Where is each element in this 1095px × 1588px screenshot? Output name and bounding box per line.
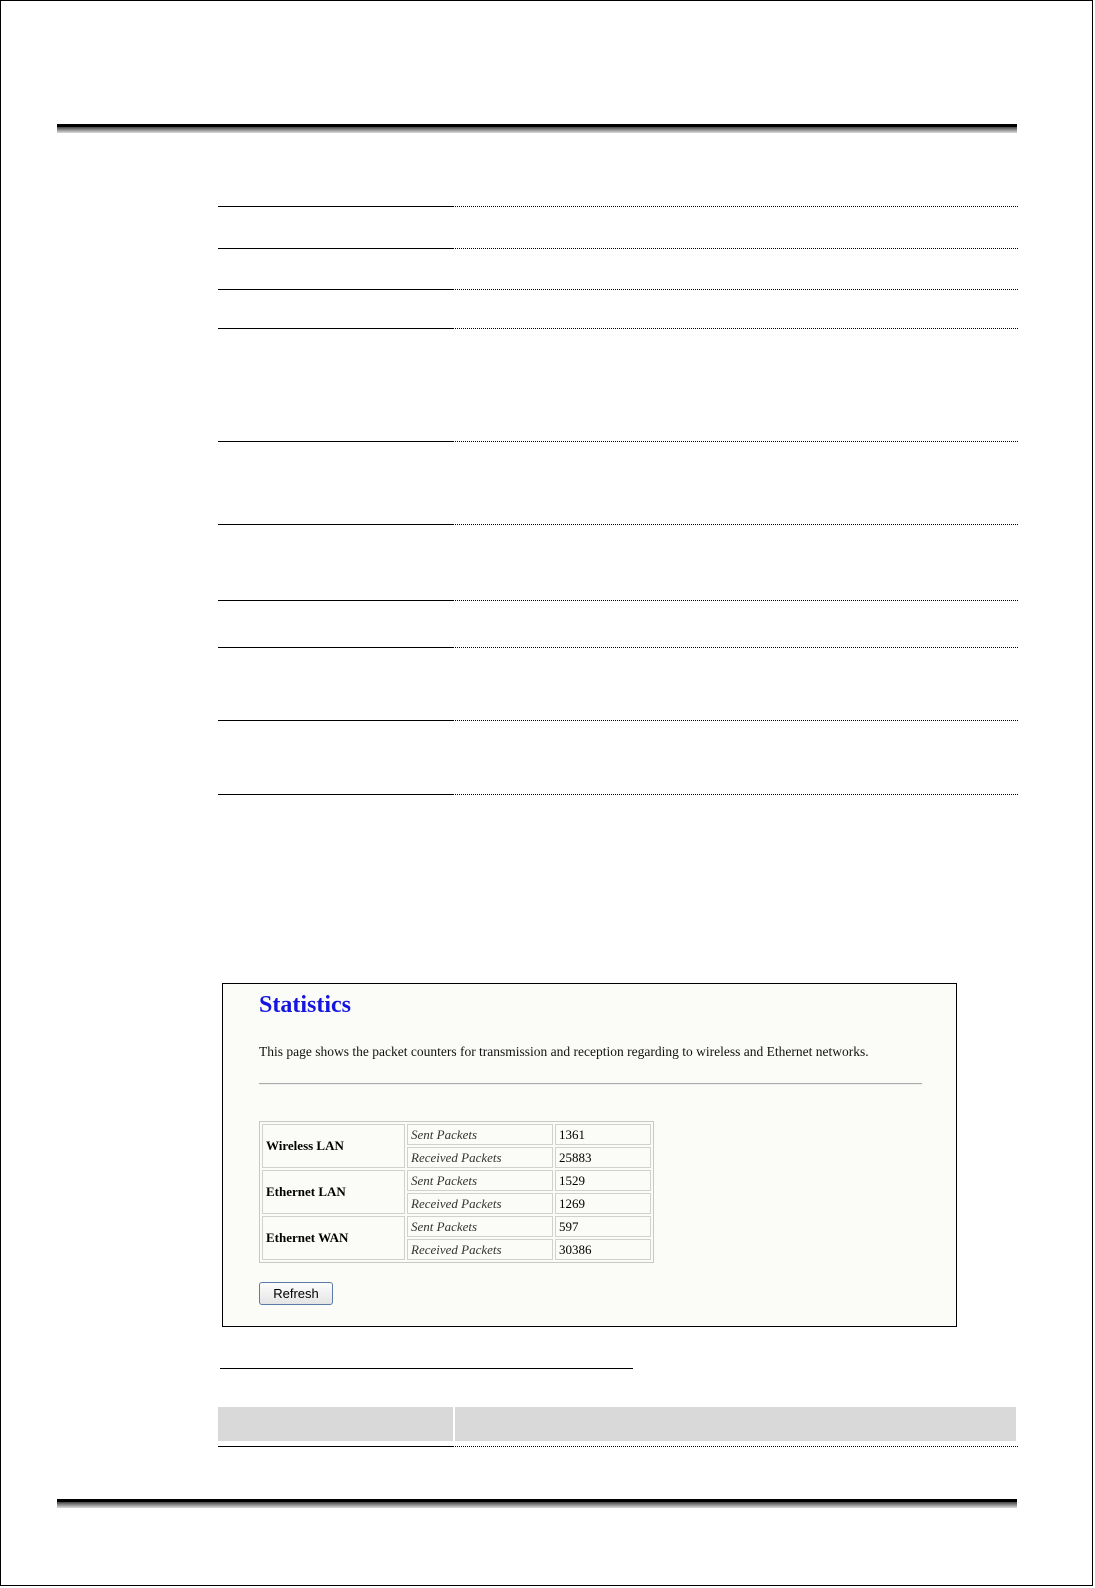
counter-label: Received Packets <box>407 1239 553 1260</box>
group-label: Ethernet LAN <box>262 1170 405 1214</box>
counter-value: 597 <box>555 1216 651 1237</box>
counter-label: Received Packets <box>407 1147 553 1168</box>
group-label: Wireless LAN <box>262 1124 405 1168</box>
statistics-screenshot <box>222 983 957 1327</box>
counter-label: Sent Packets <box>407 1170 553 1191</box>
footer-rule <box>57 1499 1017 1508</box>
table-row <box>262 1124 651 1145</box>
counter-label: Received Packets <box>407 1193 553 1214</box>
counter-value: 1529 <box>555 1170 651 1191</box>
table-row <box>262 1216 651 1237</box>
statistics-table <box>259 1121 654 1263</box>
page-description: This page shows the packet counters for transmission and reception regarding to wireless and Ethernet networks. <box>259 1044 869 1059</box>
separator <box>259 1083 922 1085</box>
table-row <box>262 1170 651 1191</box>
group-label: Ethernet WAN <box>262 1216 405 1260</box>
caption-underline <box>220 1368 633 1369</box>
counter-value: 1361 <box>555 1124 651 1145</box>
refresh-button[interactable]: Refresh <box>259 1282 333 1305</box>
page-title: Statistics <box>259 992 351 1018</box>
counter-label: Sent Packets <box>407 1124 553 1145</box>
counter-value: 1269 <box>555 1193 651 1214</box>
counter-value: 25883 <box>555 1147 651 1168</box>
header-rule <box>57 124 1017 133</box>
counter-value: 30386 <box>555 1239 651 1260</box>
table-header <box>218 1407 1016 1441</box>
counter-label: Sent Packets <box>407 1216 553 1237</box>
